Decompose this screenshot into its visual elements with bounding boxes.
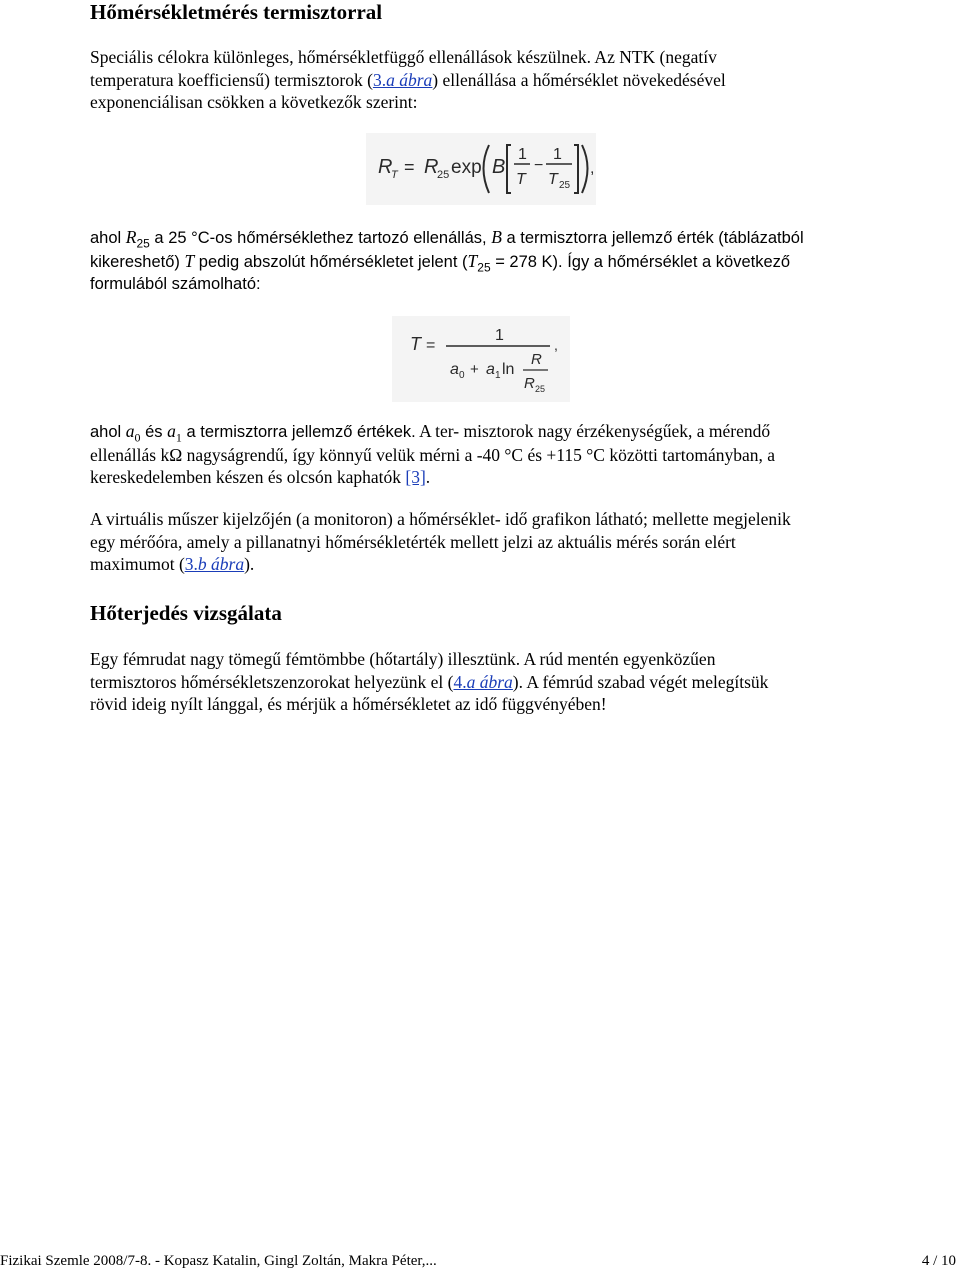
footer-citation: Fizikai Szemle 2008/7-8. - Kopasz Katalin, Gingl Zoltán, Makra Péter,... bbox=[0, 1253, 437, 1269]
link-figure-3b-text: b ábra bbox=[197, 554, 245, 575]
f1-one-b: 1 bbox=[553, 146, 562, 163]
p5-line-3: rövid ideig nyílt lánggal, és mérjük a hőmérsékletet az idő függvényében! bbox=[90, 694, 607, 715]
f1-exp: exp bbox=[451, 157, 482, 178]
p2-B: B bbox=[491, 227, 502, 247]
p2-R: R bbox=[125, 227, 137, 247]
paragraph-intro bbox=[90, 46, 870, 114]
p2-text-1: a 25 °C-os hőmérséklethez tartozó ellenállás, bbox=[149, 229, 492, 247]
paragraph-definitions bbox=[90, 226, 870, 296]
f1-comma: , bbox=[590, 160, 595, 177]
section-heading-heat-propagation: Hőterjedés vizsgálata bbox=[90, 601, 282, 625]
intro-line-1: Speciális célokra különleges, hőmérsékletfüggő ellenállások készülnek. Az NTK (negatív bbox=[90, 47, 717, 67]
link-figure-3a[interactable]: 3.a ábra bbox=[372, 69, 433, 90]
link-figure-4a-text: a ábra bbox=[466, 671, 513, 692]
link-reference-3[interactable]: [3] bbox=[405, 467, 426, 488]
intro-line-2b: ) ellenállása a hőmérséklet növekedésével bbox=[432, 69, 726, 90]
p2-text-2: a termisztorra jellemző érték (táblázatból bbox=[501, 229, 804, 247]
p3-a1: a bbox=[167, 421, 176, 441]
paragraph-virtual-instrument bbox=[90, 508, 870, 576]
f2-a1-sub: 1 bbox=[495, 370, 501, 381]
section-heading-thermistor: Hőmérsékletmérés termisztorral bbox=[90, 0, 383, 24]
p2-text-6: formulából számolható: bbox=[90, 275, 261, 294]
p3-dot: . bbox=[425, 467, 431, 488]
p3-ahol: ahol bbox=[90, 423, 126, 441]
f2-R25: R bbox=[524, 375, 535, 392]
p3-line-2: ellenállás kΩ nagyságrendű, így könnyű velük mérni a -40 °C és +115 °C közötti tartományban, a bbox=[90, 444, 776, 465]
f1-R-sub: T bbox=[391, 169, 398, 181]
p2-T25-sub: 25 bbox=[477, 260, 491, 274]
f2-comma: , bbox=[554, 337, 558, 353]
p4-line-1: A virtuális műszer kijelzőjén (a monitoron) a hőmérséklet- idő grafikon látható; mellette megjelenik bbox=[90, 509, 791, 529]
p2-R-sub: 25 bbox=[136, 236, 150, 251]
f1-eq: = bbox=[404, 157, 415, 177]
p5-line-2b: ). A fémrúd szabad végét melegítsük bbox=[512, 671, 769, 692]
f1-T25-sub: 25 bbox=[559, 180, 571, 191]
f2-R25-sub: 25 bbox=[535, 384, 546, 394]
p2-text-5: = 278 K). Így a hőmérséklet a következő bbox=[490, 252, 791, 271]
f2-plus: + bbox=[470, 361, 479, 378]
f1-minus: − bbox=[534, 157, 544, 174]
p5-line-2a: termisztoros hőmérsékletszenzorokat helyezünk el ( bbox=[90, 671, 454, 692]
p2-T25: T bbox=[467, 250, 478, 271]
f2-eq: = bbox=[426, 337, 436, 354]
f1-bracket-right bbox=[574, 145, 578, 193]
footer-page-number: 4 / 10 bbox=[921, 1253, 956, 1269]
f2-a0: a bbox=[450, 361, 459, 378]
f1-R: R bbox=[378, 156, 393, 178]
p3-es: és bbox=[140, 423, 168, 441]
f2-R: R bbox=[531, 351, 542, 368]
f2-one: 1 bbox=[495, 327, 504, 344]
intro-line-2a: temperatura koefficiensű) termisztorok ( bbox=[90, 69, 373, 90]
p3-text-2: A ter- misztorok nagy érzékenységűek, a mérendő bbox=[415, 421, 771, 441]
f1-bracket-left bbox=[507, 145, 511, 193]
f2-T: T bbox=[410, 334, 421, 354]
p3-line-3: kereskedelemben készen és olcsón kaphatók bbox=[90, 467, 406, 488]
f2-a1: a bbox=[486, 361, 495, 378]
p3-a0-sub: 0 bbox=[134, 430, 141, 445]
link-figure-3b[interactable]: 3.b ábra bbox=[184, 554, 245, 575]
p2-text-3: kikereshető) bbox=[90, 252, 185, 271]
p2-text-4: pedig abszolút hőmérsékletet jelent ( bbox=[194, 252, 468, 271]
p5-line-1: Egy fémrudat nagy tömegű fémtömbbe (hőtartály) illesztünk. A rúd mentén egyenközűen bbox=[90, 649, 716, 669]
p3-a0: a bbox=[125, 421, 135, 441]
f2-a0-sub: 0 bbox=[459, 370, 465, 381]
f1-T: T bbox=[516, 171, 526, 188]
f1-T25: T bbox=[548, 171, 558, 188]
link-figure-4a[interactable]: 4.a ábra bbox=[453, 671, 513, 692]
f2-ln: ln bbox=[502, 361, 515, 378]
f1-R25-sub: 25 bbox=[437, 169, 450, 181]
formula-resistance-svg bbox=[366, 133, 596, 205]
formula-resistance-exponential bbox=[366, 133, 596, 205]
f1-paren-right bbox=[582, 145, 588, 193]
formula-temperature bbox=[392, 316, 570, 402]
f1-one-a: 1 bbox=[518, 146, 527, 163]
formula-temperature-svg bbox=[392, 316, 570, 402]
p2-T: T bbox=[184, 250, 195, 271]
p4-line-3b: ). bbox=[244, 554, 255, 575]
f1-paren-left bbox=[484, 145, 490, 193]
paragraph-coefficients bbox=[90, 420, 870, 489]
p3-a1-sub: 1 bbox=[175, 430, 182, 445]
p4-line-3a: maximumot ( bbox=[90, 554, 185, 575]
p2-ahol: ahol bbox=[90, 229, 126, 247]
link-figure-3a-text: a ábra bbox=[386, 69, 433, 90]
intro-line-3: exponenciálisan csökken a következők szerint: bbox=[90, 92, 418, 113]
p4-line-2: egy mérőóra, amely a pillanatnyi hőmérsékletérték mellett jelzi az aktuális mérés során elért bbox=[90, 531, 736, 552]
paragraph-metal-rod bbox=[90, 648, 870, 716]
f1-B: B bbox=[492, 156, 506, 178]
f1-R25: R bbox=[424, 156, 439, 178]
p3-text-1: a termisztorra jellemző értékek. bbox=[181, 423, 416, 441]
